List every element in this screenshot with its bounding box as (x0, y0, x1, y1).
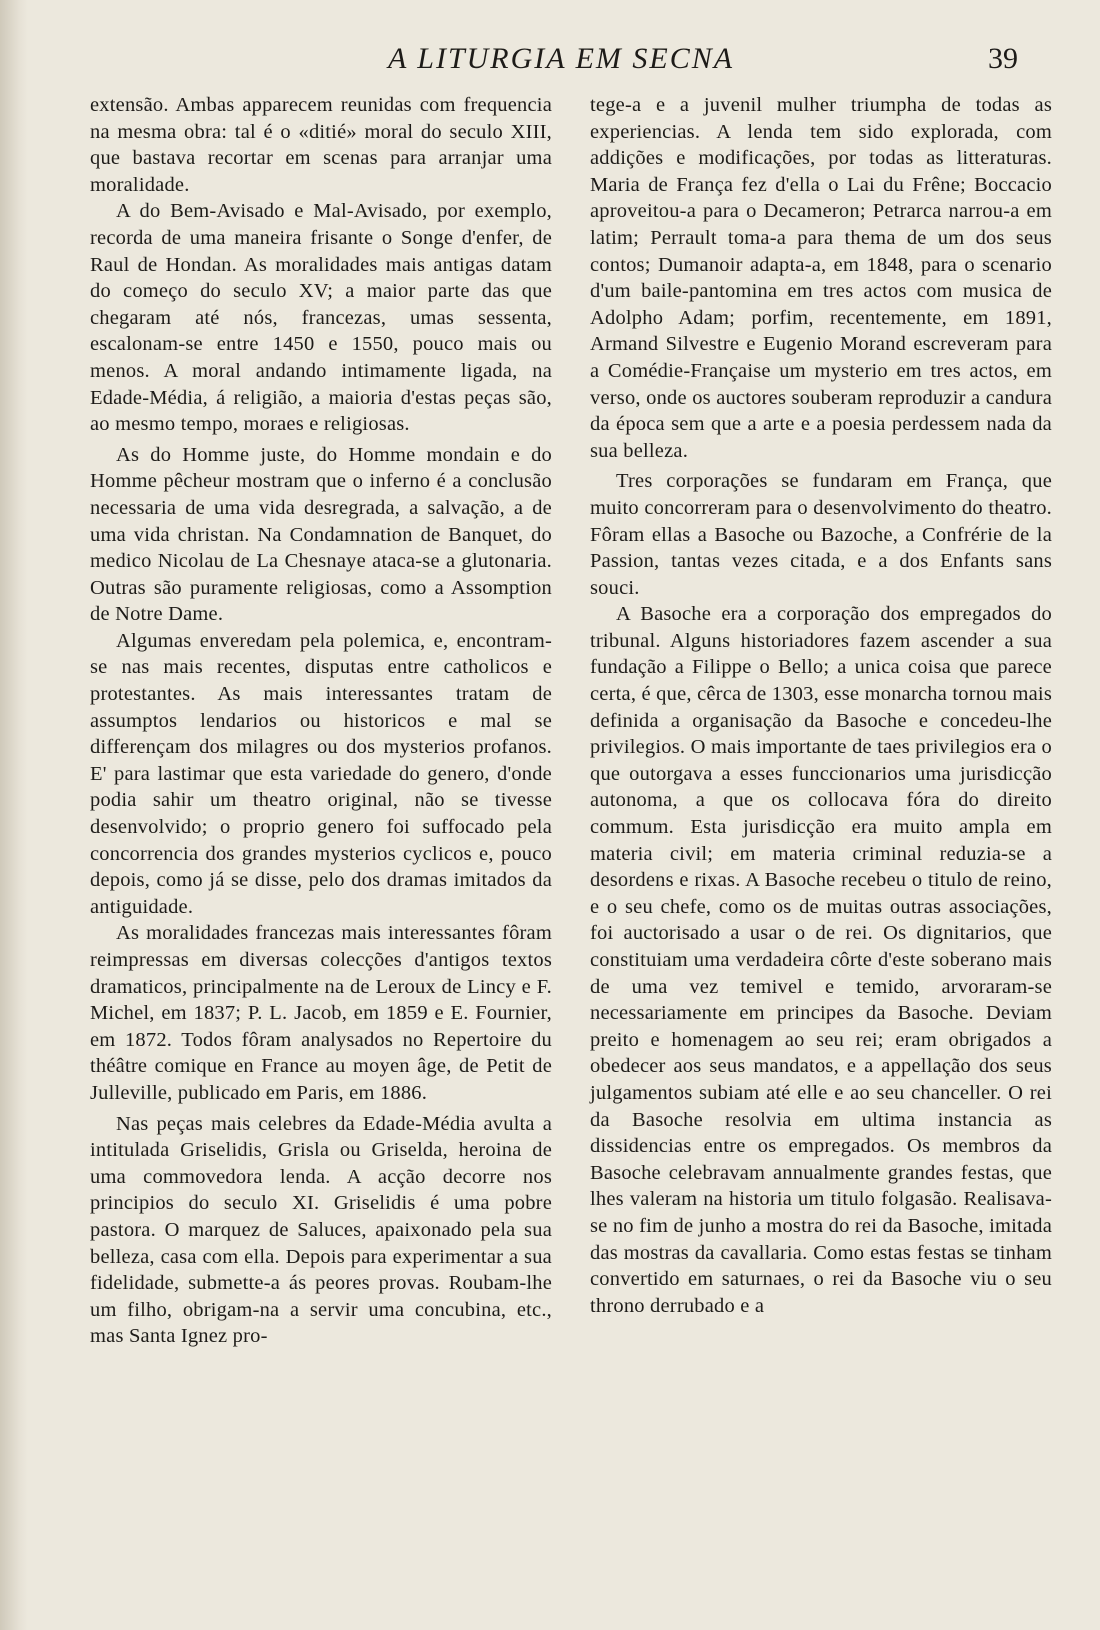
paragraph: A Basoche era a corporação dos empregados do tribunal. Alguns historiadores fazem ascender a sua fundação a Filippe o Bello; a unica coisa que parece certa, é que, cêrca de 1303, esse monarcha tornou mais definida a organisação da Basoche e concedeu-lhe privilegios. O mais importante de taes privilegios era o que outorgava a esses funccionarios uma jurisdicção autonoma, a que os collocava fóra do direito commum. Esta jurisdicção era muito ampla em materia civil; em materia criminal reduzia-se a desordens e rixas. A Basoche recebeu o titulo de reino, e o seu chefe, como os de muitas outras associações, foi auctorisado a usar o de rei. Os dignitarios, que constituiam uma verdadeira côrte d'este soberano mais de uma vez temivel e temido, arvoraram-se necessariamente em principes da Basoche. Deviam preito e homenagem ao seu rei; eram obrigados a obedecer aos seus mandatos, e a appellação dos seus julgamentos subiam até elle e ao seu chanceller. O rei da Basoche resolvia em ultima instancia as dissidencias entre os empregados. Os membros da Basoche celebravam annualmente grandes festas, que lhes valeram na historia um titulo folgasão. Realisava-se no fim de junho a mostra do rei da Basoche, imitada das mostras da cavallaria. Como estas festas se tinham convertido em saturnaes, o rei da Basoche viu o seu throno derrubado e a (590, 603, 1052, 1317)
paragraph: As do Homme juste, do Homme mondain e do Homme pêcheur mostram que o inferno é a conclusão necessaria de uma vida desregrada, a salvação, a de uma vida christan. Na Condamnation de Banquet, do medico Nicolau de La Chesnaye ataca-se a glutonaria. Outras são puramente religiosas, como a Assomption de Notre Dame. (90, 443, 552, 626)
paragraph: As moralidades francezas mais interessantes fôram reimpressas em diversas colecções d'antigos textos dramaticos, principalmente na de Leroux de Lincy e F. Michel, em 1837; P. L. Jacob, em 1859 e E. Fournier, em 1872. Todos fôram analysados no Repertoire du théâtre comique en France au moyen âge, de Petit de Julleville, publicado em Paris, em 1886. (90, 922, 552, 1104)
page-gutter-shadow (0, 0, 28, 1630)
running-title: A LITURGIA EM SECNA (388, 42, 735, 75)
left-text-column (90, 92, 552, 1350)
page-header (0, 30, 1100, 80)
right-text-column (590, 92, 1052, 1319)
paragraph: A do Bem-Avisado e Mal-Avisado, por exemplo, recorda de uma maneira frisante o Songe d'enfer, de Raul de Hondan. As moralidades mais antigas datam do começo do seculo XV; a maior parte das que chegaram até nós, francezas, umas sessenta, escalonam-se entre 1450 e 1550, pouco mais ou menos. A moral andando intimamente ligada, na Edade-Média, á religião, a maioria d'estas peças são, ao mesmo tempo, moraes e religiosas. (90, 200, 552, 436)
paragraph: tege-a e a juvenil mulher triumpha de todas as experiencias. A lenda tem sido explorada, com addições e modificações, por todas as litteraturas. Maria de França fez d'ella o Lai du Frêne; Boccacio aproveitou-a para o Decameron; Petrarca narrou-a em latim; Perrault toma-a para thema de um dos seus contos; Dumanoir adapta-a, em 1848, para o scenario d'um baile-pantomina em tres actos com musica de Adolpho Adam; porfim, recentemente, em 1891, Armand Silvestre e Eugenio Morand escreveram para a Comédie-Française um mysterio em tres actos, em verso, onde os auctores souberam reproduzir a candura da época sem que a arte e a poesia perdessem nada da sua belleza. (590, 94, 1052, 462)
page-number: 39 (988, 42, 1018, 75)
paragraph: extensão. Ambas apparecem reunidas com frequencia na mesma obra: tal é o «ditié» moral do seculo XIII, que bastava recortar em scenas para arranjar uma moralidade. (90, 94, 552, 196)
paragraph: Algumas enveredam pela polemica, e, encontram-se nas mais recentes, disputas entre catholicos e protestantes. As mais interessantes tratam de assumptos lendarios ou historicos e mal se differençam dos milagres ou dos mysterios profanos. E' para lastimar que esta variedade do genero, d'onde podia sahir um theatro original, não se tivesse desenvolvido; o proprio genero foi suffocado pela concorrencia dos grandes mysterios cyclicos e, pouco depois, como já se disse, pelo dos dramas imitados da antiguidade. (90, 629, 552, 918)
paragraph: Tres corporações se fundaram em França, que muito concorreram para o desenvolvimento do theatro. Fôram ellas a Basoche ou Bazoche, a Confrérie de la Passion, tantas vezes citada, e a dos Enfants sans souci. (590, 470, 1052, 599)
paragraph: Nas peças mais celebres da Edade-Média avulta a intitulada Griselidis, Grisla ou Griselda, heroina de uma commovedora lenda. A acção decorre nos principios do seculo XI. Griselidis é uma pobre pastora. O marquez de Saluces, apaixonado pela sua belleza, casa com ella. Depois para experimentar a sua fidelidade, submette-a ás peores provas. Roubam-lhe um filho, obrigam-na a servir uma concubina, etc., mas Santa Ignez pro- (90, 1112, 552, 1348)
